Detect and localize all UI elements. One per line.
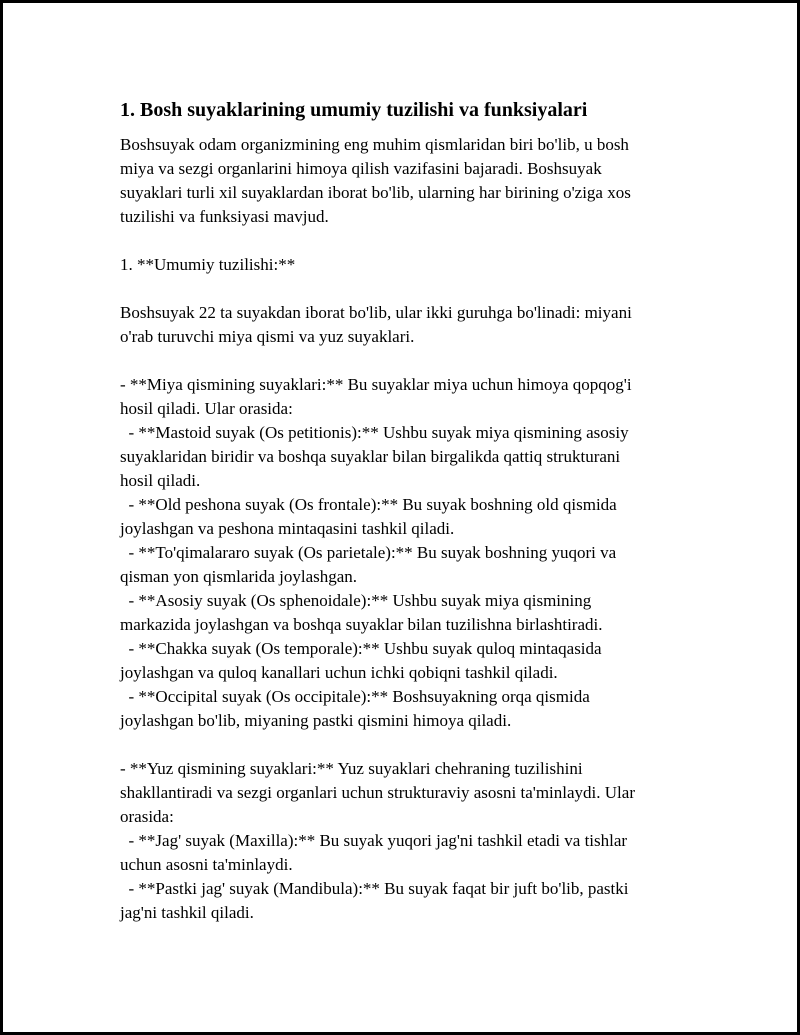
- list-item: - **Chakka suyak (Os temporale):** Ushbu suyak quloq mintaqasida joylashgan va quloq kanallari uchun ichki qobiqni tashkil qiladi.: [120, 639, 602, 682]
- spacer: [120, 733, 700, 757]
- list-item: - **Old peshona suyak (Os frontale):** Bu suyak boshning old qismida joylashgan va peshona mintaqasini tashkil qiladi.: [120, 495, 617, 538]
- list-item: - **Jag' suyak (Maxilla):** Bu suyak yuqori jag'ni tashkil etadi va tishlar uchun asosni ta'minlaydi.: [120, 831, 628, 874]
- list-item: - **Occipital suyak (Os occipitale):** Boshsuyakning orqa qismida joylashgan bo'lib, miyaning pastki qismini himoya qiladi.: [120, 687, 590, 730]
- list-item: - **To'qimalararo suyak (Os parietale):** Bu suyak boshning yuqori va qisman yon qismlarida joylashgan.: [120, 543, 617, 586]
- document-body: [120, 97, 700, 925]
- list-item: - **Asosiy suyak (Os sphenoidale):** Ushbu suyak miya qismining markazida joylashgan va boshqa suyaklar bilan tuzilishna birlashtiradi.: [120, 591, 603, 634]
- spacer: [120, 277, 700, 301]
- intro-paragraph: Boshsuyak odam organizmining eng muhim qismlaridan biri bo'lib, u bosh miya va sezgi organlarini himoya qilish vazifasini bajaradi. Boshsuyak suyaklari turli xil suyaklardan iborat bo'lib, ularning har birining o'ziga xos tuzilishi va funksiyasi mavjud.: [120, 135, 631, 226]
- section-paragraph: Boshsuyak 22 ta suyakdan iborat bo'lib, ular ikki guruhga bo'linadi: miyani o'rab turuvchi miya qismi va yuz suyaklari.: [120, 303, 632, 346]
- document-heading: 1. Bosh suyaklarining umumiy tuzilishi va funksiyalari: [120, 99, 588, 121]
- list-item: - **Mastoid suyak (Os petitionis):** Ushbu suyak miya qismining asosiy suyaklaridan biridir va boshqa suyaklar bilan birgalikda qattiq strukturani hosil qiladi.: [120, 423, 629, 490]
- facial-bones-list: [120, 757, 700, 925]
- section-title: 1. **Umumiy tuzilishi:**: [120, 255, 296, 274]
- spacer: [120, 229, 700, 253]
- facial-bones-intro: - **Yuz qismining suyaklari:** Yuz suyaklari chehraning tuzilishini shakllantiradi va sezgi organlari uchun strukturaviy asosni ta'minlaydi. Ular orasida:: [120, 759, 635, 826]
- spacer: [120, 349, 700, 373]
- list-item: - **Pastki jag' suyak (Mandibula):** Bu suyak faqat bir juft bo'lib, pastki jag'ni tashkil qiladi.: [120, 879, 629, 922]
- cranial-bones-intro: - **Miya qismining suyaklari:** Bu suyaklar miya uchun himoya qopqog'i hosil qiladi. Ular orasida:: [120, 375, 632, 418]
- cranial-bones-list: [120, 373, 700, 733]
